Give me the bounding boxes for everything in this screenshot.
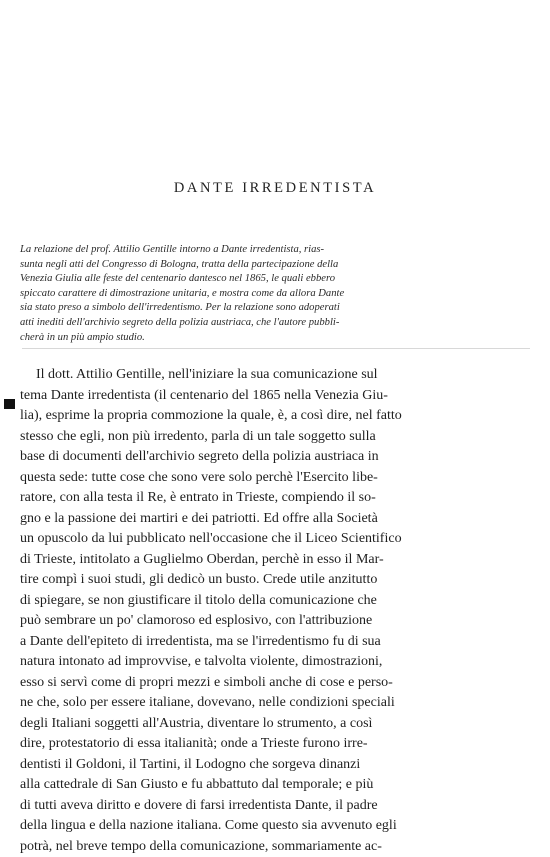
body-line: un opuscolo da lui pubblicato nell'occasione che il Liceo Scientifico xyxy=(20,529,535,550)
body-line: ratore, con alla testa il Re, è entrato in Trieste, compiendo il so- xyxy=(20,488,535,509)
body-line: esso si servì come di propri mezzi e simboli anche di cose e perso- xyxy=(20,673,535,694)
abstract-line: atti inediti dell'archivio segreto della polizia austriaca, che l'autore pubbli- xyxy=(20,316,530,331)
body-line: gno e la passione dei martiri e dei patriotti. Ed offre alla Società xyxy=(20,509,535,530)
body-line: lia), esprime la propria commozione la quale, è, a così dire, nel fatto xyxy=(20,406,535,427)
section-divider xyxy=(22,348,530,349)
body-line: dire, protestatorio di essa italianità; onde a Trieste furono irre- xyxy=(20,734,535,755)
body-line: natura intonato ad improvvise, e talvolta violente, dimostrazioni, xyxy=(20,652,535,673)
abstract-line: sia stato preso a simbolo dell'irredentismo. Per la relazione sono adoperati xyxy=(20,301,530,316)
body-line: tema Dante irredentista (il centenario del 1865 nella Venezia Giu- xyxy=(20,386,535,407)
body-line: potrà, nel breve tempo della comunicazione, sommariamente ac- xyxy=(20,837,535,857)
abstract-line: cherà in un più ampio studio. xyxy=(20,331,530,346)
abstract xyxy=(20,243,530,345)
body-line: base di documenti dell'archivio segreto della polizia austriaca in xyxy=(20,447,535,468)
abstract-line: sunta negli atti del Congresso di Bologna, tratta della partecipazione della xyxy=(20,258,530,273)
body-line: di tutti aveva diritto e dovere di farsi irredentista Dante, il padre xyxy=(20,796,535,817)
body-line: stesso che egli, non più irredento, parla di un tale soggetto sulla xyxy=(20,427,535,448)
body-line: può sembrare un po' clamoroso ed esplosivo, con l'attribuzione xyxy=(20,611,535,632)
body-line: Il dott. Attilio Gentille, nell'iniziare la sua comunicazione sul xyxy=(20,365,535,386)
body-line: di Trieste, intitolato a Guglielmo Oberdan, perchè in esso il Mar- xyxy=(20,550,535,571)
body-line: della lingua e della nazione italiana. Come questo sia avvenuto egli xyxy=(20,816,535,837)
body-line: dentisti il Goldoni, il Tartini, il Lodogno che sorgeva dinanzi xyxy=(20,755,535,776)
margin-mark xyxy=(4,399,15,409)
body-line: degli Italiani soggetti all'Austria, diventare lo strumento, a così xyxy=(20,714,535,735)
abstract-line: La relazione del prof. Attilio Gentille intorno a Dante irredentista, rias- xyxy=(20,243,530,258)
body-line: alla cattedrale di San Giusto e fu abbattuto dal temporale; e più xyxy=(20,775,535,796)
body-text xyxy=(20,365,535,857)
body-line: di spiegare, se non giustificare il titolo della comunicazione che xyxy=(20,591,535,612)
abstract-line: Venezia Giulia alle feste del centenario dantesco nel 1865, le quali ebbero xyxy=(20,272,530,287)
body-line: ne che, solo per essere italiane, dovevano, nelle condizioni speciali xyxy=(20,693,535,714)
abstract-line: spiccato carattere di dimostrazione unitaria, e mostra come da allora Dante xyxy=(20,287,530,302)
body-line: tire compì i suoi studi, gli dedicò un busto. Crede utile anzitutto xyxy=(20,570,535,591)
body-line: a Dante dell'epiteto di irredentista, ma se l'irredentismo fu di sua xyxy=(20,632,535,653)
body-line: questa sede: tutte cose che sono vere solo perchè l'Esercito libe- xyxy=(20,468,535,489)
page-title: DANTE IRREDENTISTA xyxy=(0,180,550,197)
